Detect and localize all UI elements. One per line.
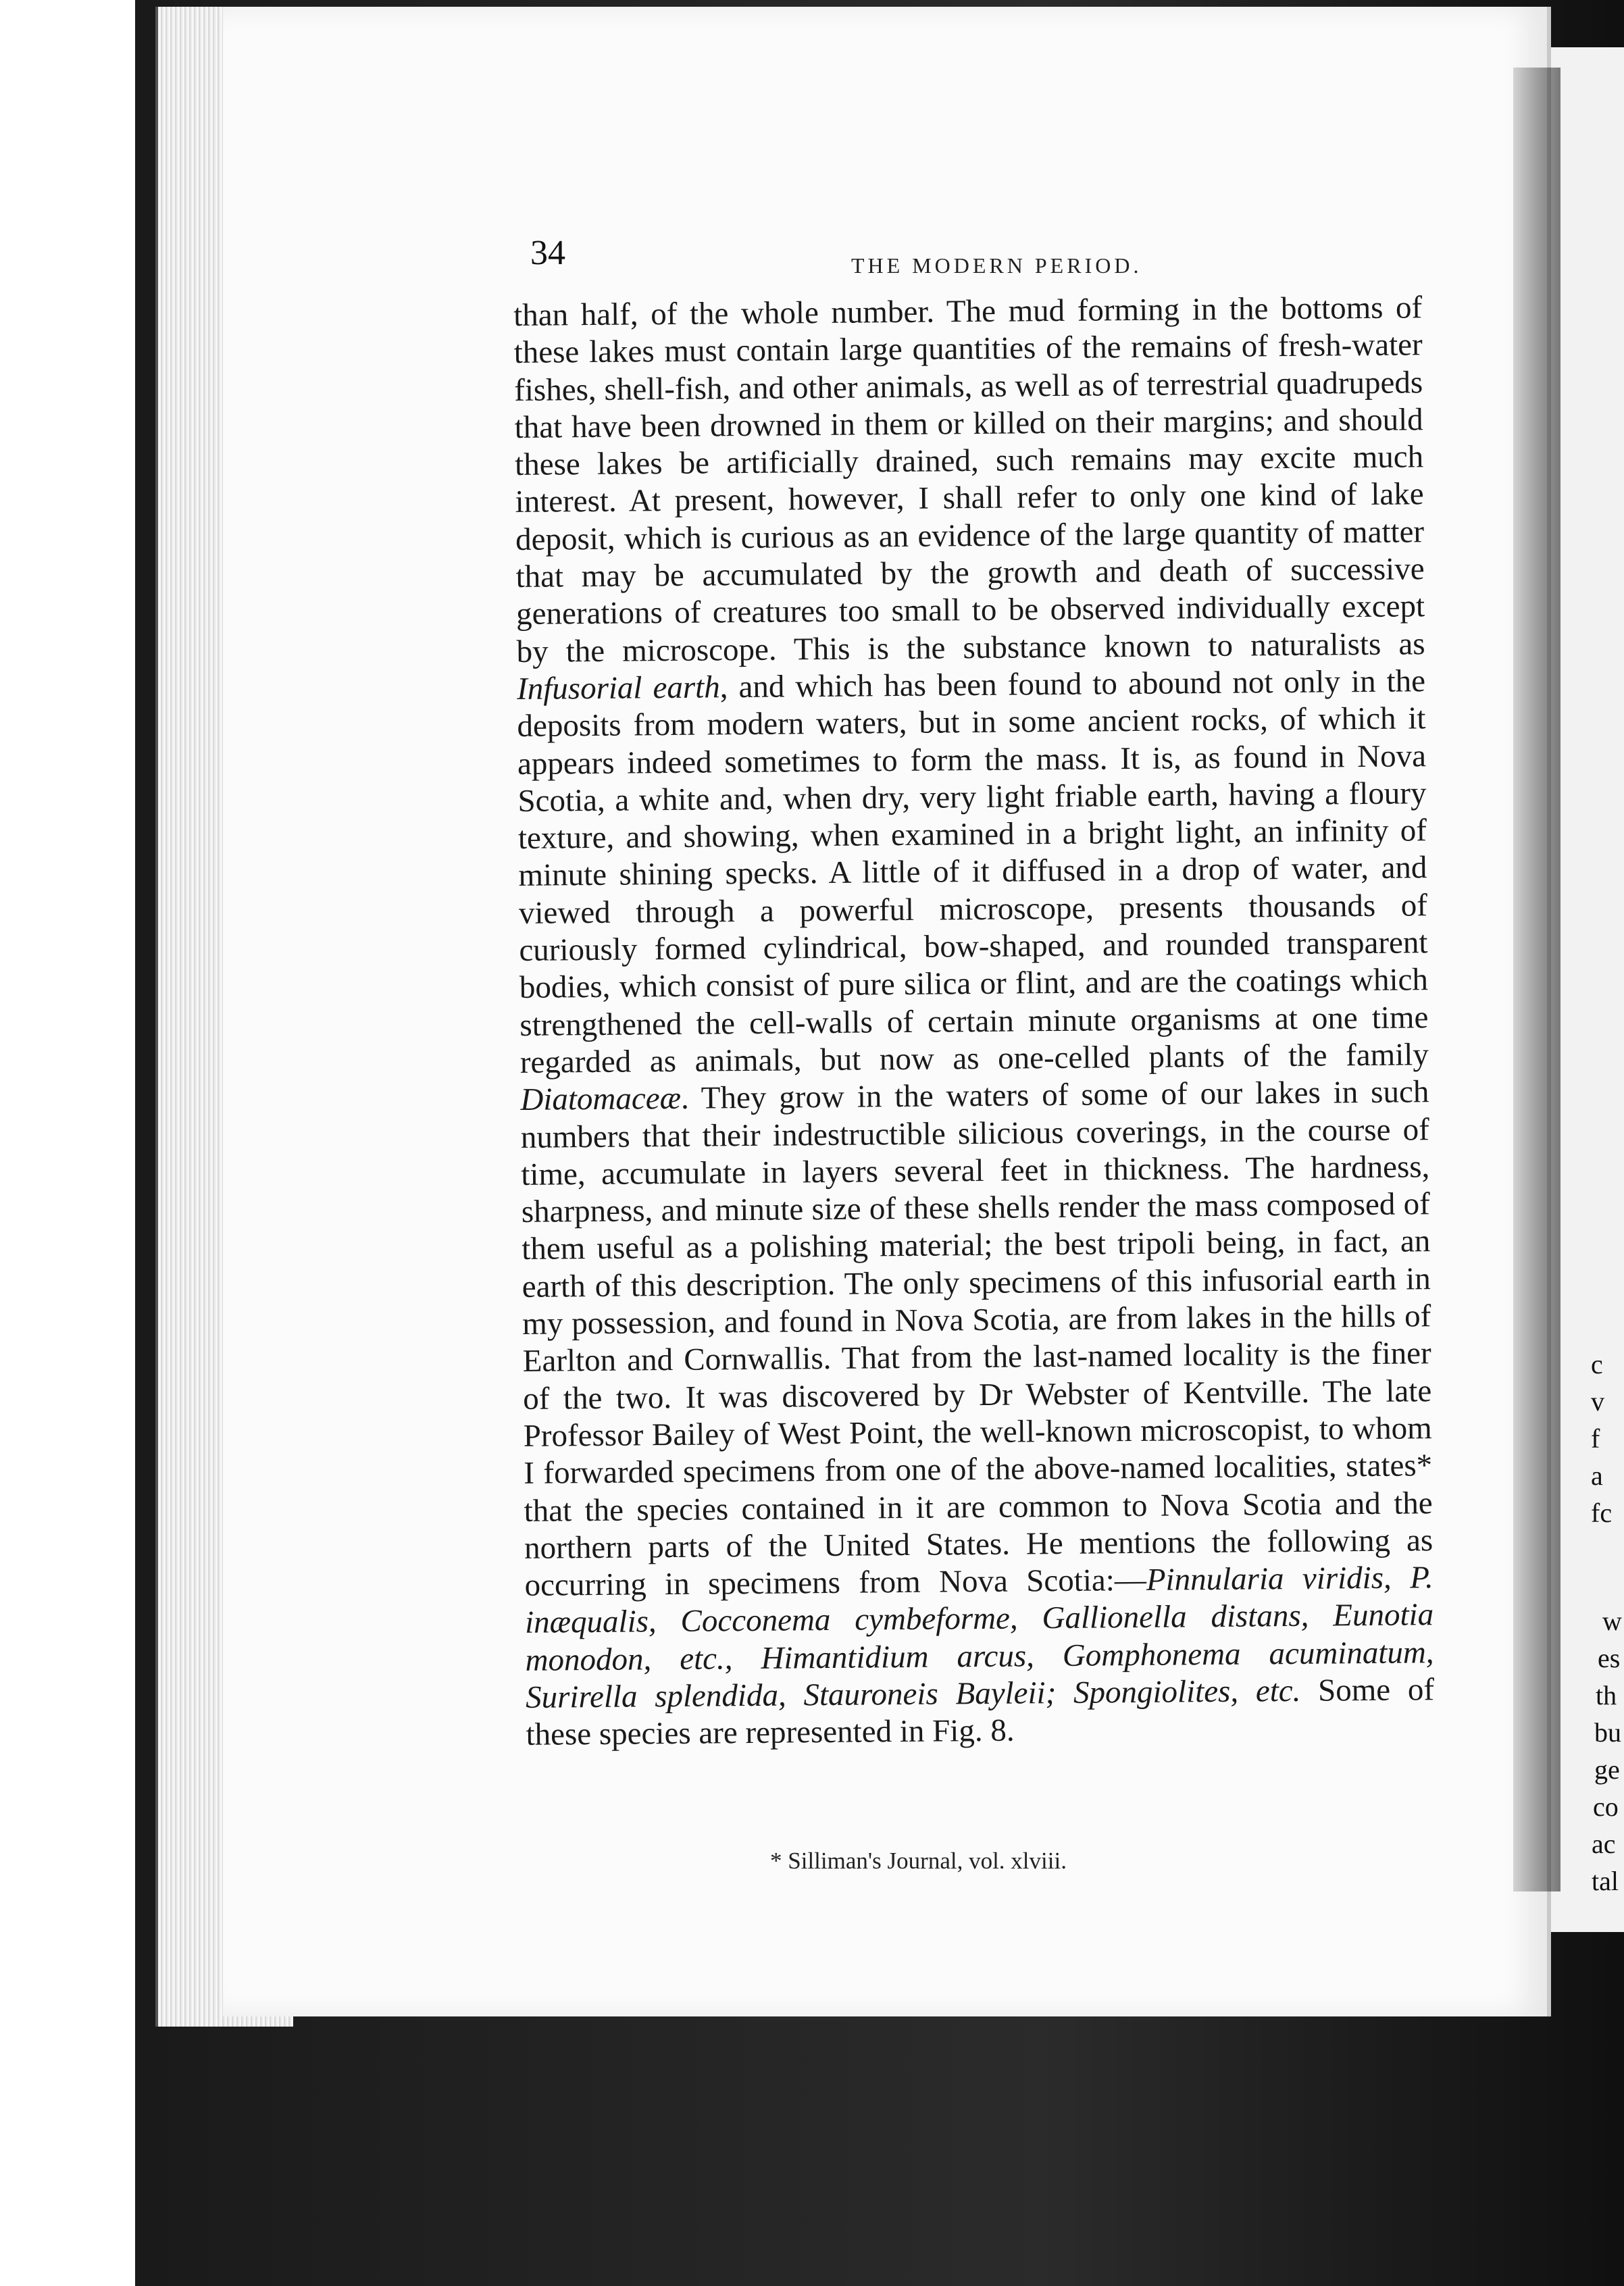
footnote: * Silliman's Journal, vol. xlviii. (770, 1848, 1067, 1874)
text-run: , and which has been found to abound not only in the deposits from modern waters, but in some ancient rocks, of which it appears indeed sometimes to form the mass. It is, as found in Nova Scotia, a white and, when dry, very light friable earth, having a floury texture, and showing, when examined in a bright light, an infinity of minute shining specks. A little of it diffused in a drop of water, and viewed through a powerful microscope, presents thousands of curiously formed cylindrical, bow-shaped, and rounded transparent bodies, which consist of pure silica or flint, and are the coatings which strengthened the cell-walls of certain minute organisms at one time regarded as animals, but now as one-celled plants of the family (517, 663, 1429, 1080)
facing-page-fragment: tal (1592, 1866, 1619, 1896)
facing-page-fragment: c (1591, 1349, 1603, 1379)
facing-page-fragment: v (1591, 1386, 1604, 1417)
text-run: than half, of the whole number. The mud forming in the bottoms of these lakes must contain large quantities of the remains of fresh-water fishes, shell-fish, and other animals, as well as of terrestrial quadrupeds that have been drowned in them or killed on their margins; and should these lakes be artificially drained, such remains may excite much interest. At present, however, I shall refer to only one kind of lake deposit, which is curious as an evidence of the large quantity of matter that may be accumulated by the growth and death of successive generations of creatures too small to be observed individually except by the microscope. This is the substance known to naturalists as (513, 290, 1425, 669)
facing-page-fragment: es (1598, 1643, 1621, 1673)
running-title: THE MODERN PERIOD. (851, 253, 1142, 278)
facing-page-fragment: ac (1592, 1829, 1616, 1859)
body-text (513, 289, 1435, 1754)
facing-page-fragment: fc (1591, 1498, 1613, 1528)
text-run: Some of these species are represented in Fig. 8. (526, 1672, 1435, 1753)
italic-run: Diatomaceæ (520, 1081, 682, 1118)
italic-run: Infusorial earth (516, 669, 720, 707)
facing-page-fragment: th (1596, 1680, 1617, 1710)
facing-page-fragment: ge (1594, 1754, 1620, 1785)
facing-page-fragment: f (1591, 1423, 1600, 1454)
facing-page-fragment: a (1591, 1460, 1603, 1491)
gutter-shadow (1513, 68, 1560, 1891)
italic-run: Pinnularia viridis, P. inæqualis, Cocconema cymbeforme, Gallionella distans, Eunotia monodon, etc., Himantidium arcus, Gomphonema acuminatum, Surirella splendida, Stauroneis Bayleii; Spongiolites, etc. (524, 1560, 1434, 1715)
text-run: . They grow in the waters of some of our lakes in such numbers that their indestructible silicious coverings, in the course of time, accumulate in layers several feet in thickness. The hardness, sharpness, and minute size of these shells render the mass composed of them useful as a polishing material; the best tripoli being, in fact, an earth of this description. The only specimens of this infusorial earth in my possession, and found in Nova Scotia, are from lakes in the hills of Earlton and Cornwallis. That from the last-named locality is the finer of the two. It was discovered by Dr Webster of Kentville. The late Professor Bailey of West Point, the well-known microscopist, to whom I forwarded specimens from one of the above-named localities, states* that the species contained in it are common to Nova Scotia and the northern parts of the United States. He mentions the following as occurring in specimens from Nova Scotia:— (520, 1074, 1433, 1604)
facing-page-fragment: bu (1594, 1717, 1621, 1748)
facing-page-fragment: w (1602, 1606, 1622, 1636)
body-paragraph (513, 289, 1435, 1754)
facing-page-fragment: co (1593, 1792, 1619, 1822)
page-number: 34 (530, 234, 565, 272)
